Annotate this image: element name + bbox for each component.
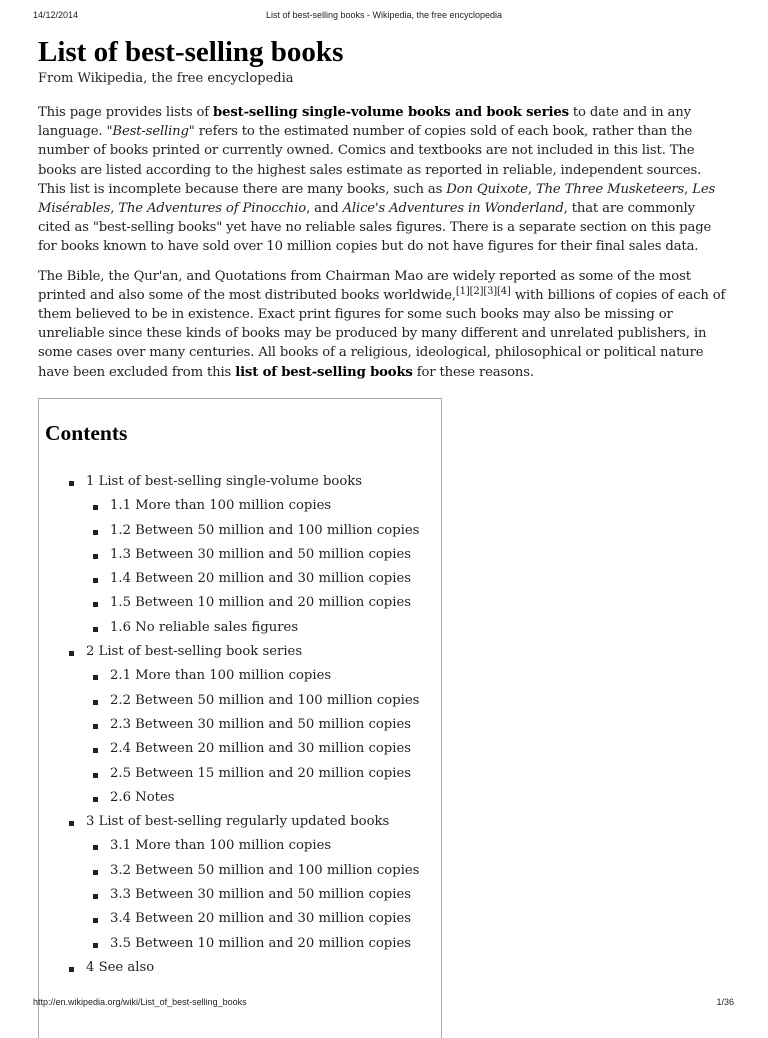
toc-subitem[interactable]: 2.6 Notes [93,786,419,810]
toc-item[interactable]: 4 See also [69,956,419,980]
book-title: Les Misérables [38,181,716,217]
toc-title: Contents [45,421,128,445]
toc-subitem[interactable]: 1.1 More than 100 million copies [93,494,419,518]
toc-list [69,470,419,980]
toc-subitem[interactable]: 2.2 Between 50 million and 100 million copies [93,689,419,713]
print-url: http://en.wikipedia.org/wiki/List_of_best-selling_books [33,997,247,1007]
toc-item[interactable]: 1 List of best-selling single-volume books [69,470,419,494]
toc-subitem[interactable]: 2.4 Between 20 million and 30 million copies [93,737,419,761]
page-number: 1/36 [716,997,734,1007]
toc-subitem[interactable]: 3.2 Between 50 million and 100 million copies [93,859,419,883]
toc-subitem[interactable]: 1.4 Between 20 million and 30 million copies [93,567,419,591]
book-title: Alice's Adventures in Wonderland [342,201,564,217]
intro-paragraph: This page provides lists of best-selling single-volume books and book series to date and in any language. "Best-selling" refers to the estimated number of copies sold of each book, rather than the number of books printed or currently owned. Comics and textbooks are not included in this list. The books are listed according to the highest sales estimate as reported in reliable, independent sources. This list is incomplete because there are many books, such as Don Quixote, The Three Musketeers, Les Misérables, The Adventures of Pinocchio, and Alice's Adventures in Wonderland, that are commonly cited as "best-selling books" yet have no reliable sales figures. There is a separate section on this page for books known to have sold over 10 million copies but do not have figures for their final sales data. [38,105,716,255]
toc-subitem[interactable]: 1.5 Between 10 million and 20 million copies [93,591,419,615]
site-subtitle: From Wikipedia, the free encyclopedia [38,71,294,86]
toc-item[interactable]: 3 List of best-selling regularly updated books [69,810,419,834]
book-title: Don Quixote [446,181,528,197]
religious-paragraph: The Bible, the Qur'an, and Quotations from Chairman Mao are widely reported as some of the most printed and also some of the most distributed books worldwide,[1][2][3][4] with billions of copies of each of them believed to be in existence. Exact print figures for some such books may also be missing or unreliable since these kinds of books may be produced by many different and unrelated publishers, in some cases over many centuries. All books of a religious, ideological, philosophical or political nature have been excluded from this list of best-selling books for these reasons. [38,268,726,380]
toc-subitem[interactable]: 3.1 More than 100 million copies [93,834,419,858]
print-header [0,10,768,24]
bold-term: best-selling single-volume books and book series [213,105,569,120]
page-title: List of best-selling books [38,36,344,68]
toc-subitem[interactable]: 3.3 Between 30 million and 50 million copies [93,883,419,907]
print-date: 14/12/2014 [33,10,79,20]
book-title: The Three Musketeers [535,181,685,197]
book-title: The Adventures of Pinocchio [118,201,307,217]
table-of-contents [38,398,442,1038]
toc-subitem[interactable]: 3.5 Between 10 million and 20 million copies [93,932,419,956]
toc-subitem[interactable]: 1.3 Between 30 million and 50 million copies [93,543,419,567]
article-content [38,34,730,975]
toc-subitem[interactable]: 1.6 No reliable sales figures [93,616,419,640]
toc-subitem[interactable]: 3.4 Between 20 million and 30 million copies [93,907,419,931]
bold-term: list of best-selling books [235,364,413,380]
print-footer [0,997,768,1011]
toc-subitem[interactable]: 2.1 More than 100 million copies [93,664,419,688]
reference-links[interactable]: [1][2][3][4] [455,285,511,297]
print-title: List of best-selling books - Wikipedia, the free encyclopedia [265,10,503,20]
toc-subitem[interactable]: 1.2 Between 50 million and 100 million copies [93,519,419,543]
toc-item[interactable]: 2 List of best-selling book series [69,640,419,664]
toc-subitem[interactable]: 2.5 Between 15 million and 20 million copies [93,762,419,786]
toc-subitem[interactable]: 2.3 Between 30 million and 50 million copies [93,713,419,737]
